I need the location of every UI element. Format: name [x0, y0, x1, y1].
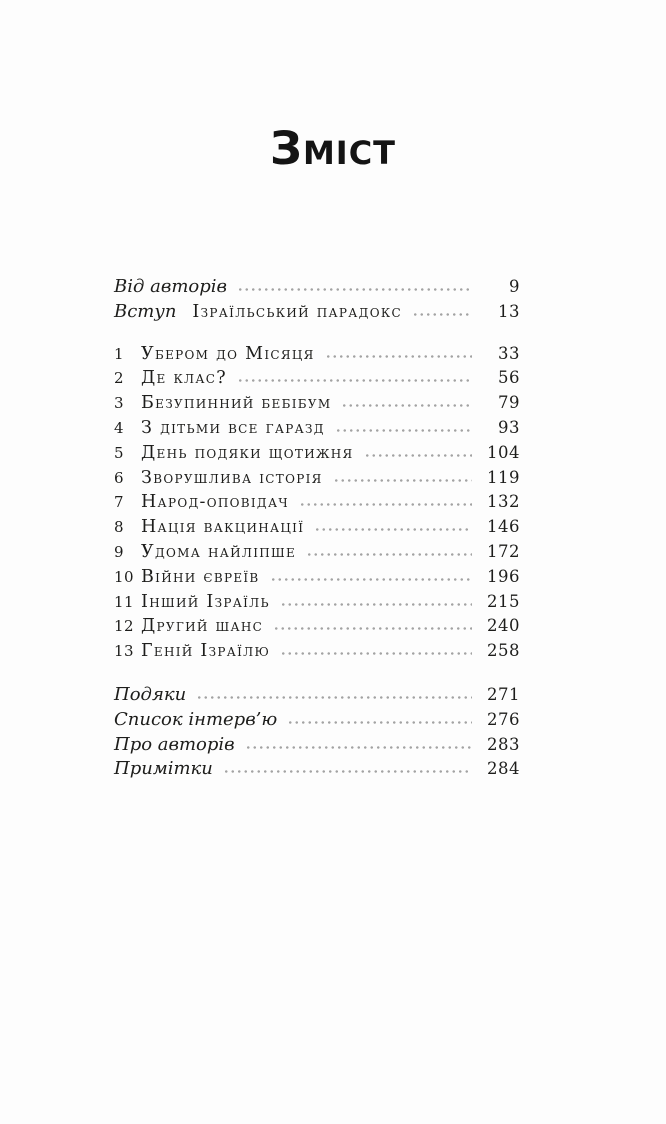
toc-entry-chapter [114, 567, 520, 592]
page-number: 258 [487, 641, 520, 661]
entry-title: Зворушлива історія [141, 467, 323, 488]
entry-title: Примітки [114, 758, 213, 780]
dot-leader [333, 478, 472, 483]
entry-title: Нація вакцинації [141, 517, 305, 538]
page-number: 284 [487, 759, 520, 779]
section-gap [114, 666, 520, 684]
chapter-number: 9 [114, 542, 125, 561]
toc-entry-chapter [114, 368, 520, 393]
toc-entry-chapter [114, 592, 520, 617]
toc-entry-chapter [114, 443, 520, 468]
dot-leader [280, 651, 472, 656]
toc-entry-chapter [114, 418, 520, 443]
dot-leader [237, 287, 472, 292]
toc-entry-chapter [114, 468, 520, 493]
entry-title: Подяки [114, 683, 187, 705]
toc-entry-intro [114, 301, 520, 326]
dot-leader [273, 626, 472, 631]
page-number: 93 [498, 417, 520, 437]
dot-leader [196, 695, 472, 700]
toc-entry-back [114, 758, 520, 783]
chapter-number: 12 [114, 617, 135, 636]
chapter-number: 1 [114, 344, 125, 363]
entry-title: Геній Ізраїлю [141, 641, 271, 662]
dot-leader [280, 602, 472, 607]
toc-list [114, 276, 520, 783]
toc-entry-chapter [114, 616, 520, 641]
entry-title: Безупинний бебібум [141, 393, 332, 414]
toc-entry-back [114, 734, 520, 759]
dot-leader [341, 403, 472, 408]
chapter-number: 7 [114, 493, 125, 512]
page-title: Зміст [269, 122, 397, 175]
toc-entry-back [114, 709, 520, 734]
entry-title: Від авторів [114, 276, 227, 297]
entry-title: Де клас? [141, 368, 227, 389]
entry-title: Удома найліпше [141, 541, 297, 562]
dot-leader [314, 527, 472, 532]
chapter-number: 4 [114, 418, 125, 437]
page-number: 215 [487, 591, 520, 611]
dot-leader [412, 312, 472, 317]
toc-entry-chapter [114, 344, 520, 369]
toc-entry-chapter [114, 492, 520, 517]
page-number: 119 [487, 467, 520, 487]
entry-title: Другий шанс [141, 616, 264, 637]
chapter-number: 10 [114, 567, 135, 586]
entry-title: Про авторів [114, 733, 235, 755]
page-number: 276 [487, 709, 520, 729]
chapter-number: 6 [114, 468, 125, 487]
dot-leader [306, 552, 472, 557]
page-number: 33 [498, 343, 520, 363]
toc-entry-front-authors [114, 276, 520, 301]
dot-leader [325, 354, 472, 359]
entry-title: Інший Ізраїль [141, 591, 270, 612]
toc-entry-chapter [114, 542, 520, 567]
dot-leader [335, 428, 472, 433]
page-number: 271 [487, 684, 520, 704]
page-number: 240 [487, 616, 520, 636]
chapter-number: 5 [114, 443, 125, 462]
dot-leader [270, 577, 472, 582]
chapter-number: 11 [114, 592, 135, 611]
entry-title: Ізраїльський парадокс [192, 301, 402, 322]
toc-page [0, 124, 666, 1124]
page-number: 13 [498, 301, 520, 321]
page-number: 283 [487, 734, 520, 754]
page-number: 146 [487, 517, 520, 537]
dot-leader [299, 502, 472, 507]
chapter-number: 2 [114, 369, 125, 388]
page-number: 9 [509, 277, 520, 296]
dot-leader [223, 769, 472, 774]
entry-title: Убером до Місяця [141, 343, 315, 364]
entry-title: З дітьми все гаразд [141, 417, 325, 438]
dot-leader [364, 453, 472, 458]
entry-title: Список інтерв’ю [114, 708, 278, 730]
page-number: 79 [498, 393, 520, 413]
page-number: 196 [487, 566, 520, 586]
entry-title: Війни євреїв [141, 566, 260, 587]
chapter-number: 13 [114, 642, 135, 661]
entry-label: Вступ [114, 300, 177, 322]
toc-entry-chapter [114, 517, 520, 542]
page-number: 132 [487, 492, 520, 512]
dot-leader [237, 378, 472, 383]
dot-leader [287, 720, 472, 725]
entry-title: Народ-оповідач [141, 492, 289, 513]
page-number: 104 [487, 442, 520, 462]
page-number: 172 [487, 541, 520, 561]
chapter-number: 8 [114, 518, 125, 537]
toc-entry-back [114, 684, 520, 709]
dot-leader [245, 745, 472, 750]
page-number: 56 [498, 368, 520, 388]
entry-title: День подяки щотижня [141, 442, 354, 463]
chapter-number: 3 [114, 394, 125, 413]
section-gap [114, 326, 520, 344]
toc-entry-chapter [114, 641, 520, 666]
toc-entry-chapter [114, 393, 520, 418]
